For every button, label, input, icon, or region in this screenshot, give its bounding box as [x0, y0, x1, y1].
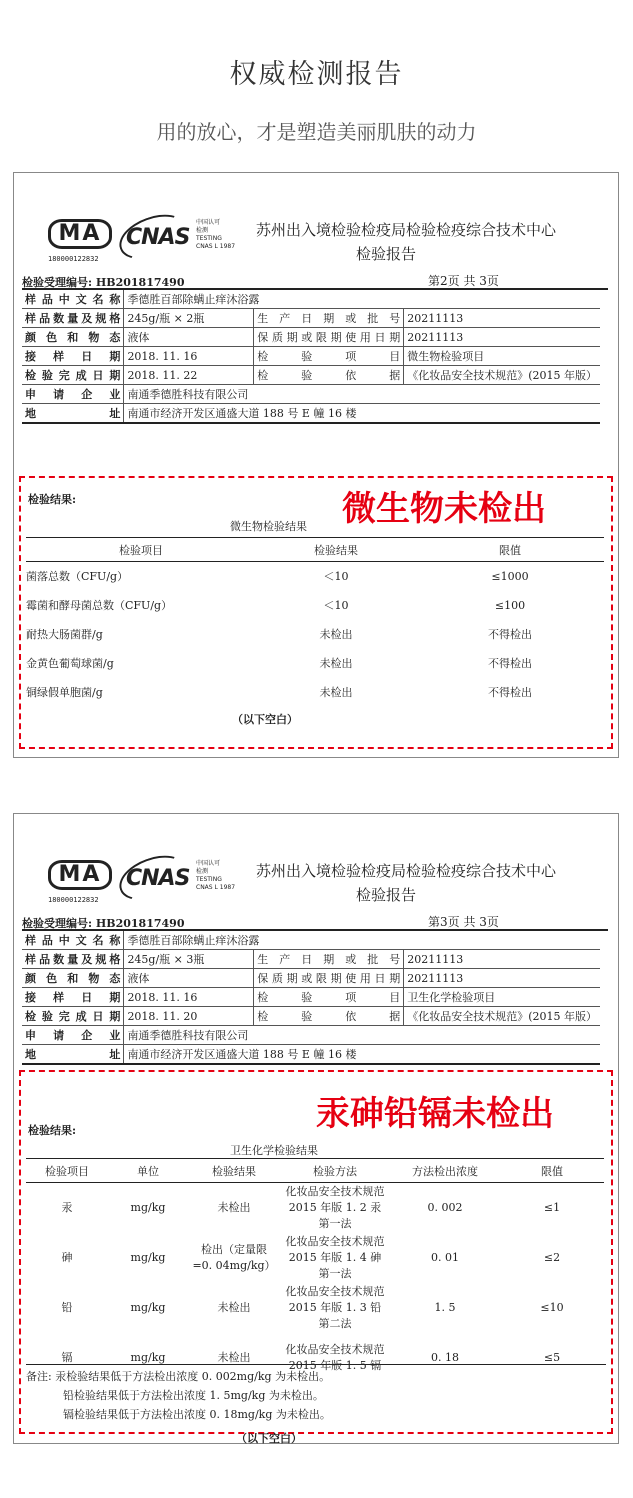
receipt-row: 检验受理编号: HB201817490 第3页 共 3页 — [14, 909, 618, 931]
table-row — [26, 1233, 604, 1283]
report-header — [14, 173, 618, 268]
table-row — [26, 591, 604, 620]
cnas-logo: CNAS — [126, 225, 190, 250]
table-row — [26, 649, 604, 678]
cell-result: 检出（定量限=0. 04mg/kg） — [192, 1242, 276, 1272]
sample-info-table: 样品中文名称 季德胜百部除螨止痒沐浴露 样品数量及规格 245g/瓶 × 3瓶 生产日期或批号 20211113 颜色和物态 液体 保质期或限期使用日期 20211113 接样日期 2018. 11. 16 检验项目 卫生化学检验项目 检验完成日期 2018. 11. 20 检验依据 《化妆品安全技术规范》(2015 年版） 申请企业 南通季德胜科技有限公司 地址 南通市经济开发区通盛大道 188 号 E 幢 16 楼 — [22, 931, 600, 1065]
receipt-row: 检验受理编号: HB201817490 第2页 共 3页 — [14, 268, 618, 290]
highlight-text: 汞砷铅镉未检出 — [316, 1094, 554, 1134]
page-title: 权威检测报告 — [229, 59, 404, 90]
cell-result: ＜10 — [323, 570, 349, 584]
cell-method: 化妆品安全技术规范 2015 年版 1. 5 镉 — [285, 1342, 385, 1372]
cell-limit: ≤1 — [543, 1200, 561, 1214]
cell-limit: ≤1000 — [491, 569, 529, 583]
cell-limit: 不得检出 — [488, 686, 532, 699]
remarks — [26, 1364, 606, 1424]
results-label: 检验结果: — [28, 493, 77, 506]
end-blank-note: （以下空白） — [236, 1432, 302, 1445]
document-title: 检验报告 — [356, 245, 417, 263]
cell-result: 未检出 — [319, 686, 353, 699]
cell-item: 镉 — [61, 1350, 73, 1364]
cell-limit: ≤10 — [540, 1300, 564, 1314]
cell-item: 金黄色葡萄球菌/g — [26, 657, 114, 670]
report-page-3 — [13, 813, 619, 1444]
cell-item: 汞 — [61, 1200, 73, 1214]
receipt-number: HB201817490 — [95, 917, 185, 930]
cell-method: 化妆品安全技术规范 2015 年版 1. 4 砷第一法 — [285, 1234, 385, 1280]
cma-number: 180000122832 — [48, 255, 99, 263]
cell-method: 化妆品安全技术规范 2015 年版 1. 3 铅第二法 — [285, 1284, 385, 1330]
table-row — [26, 1183, 604, 1233]
report-page-2 — [13, 172, 619, 758]
cell-limit: ≤5 — [543, 1350, 561, 1364]
cell-result: 未检出 — [319, 657, 353, 670]
cell-unit: mg/kg — [130, 1350, 166, 1364]
remark-line: 铅检验结果低于方法检出浓度 1. 5mg/kg 为未检出。 — [63, 1389, 324, 1402]
cell-result: 未检出 — [217, 1350, 251, 1364]
page-number: 第3页 共 3页 — [428, 915, 499, 929]
cell-limit: ≤2 — [543, 1250, 561, 1264]
highlight-text: 微生物未检出 — [342, 489, 546, 529]
table-row — [26, 562, 604, 591]
cell-result: 未检出 — [319, 628, 353, 641]
cma-logo: MA — [48, 219, 112, 249]
table-row — [26, 620, 604, 649]
remark-line: 备注: 汞检验结果低于方法检出浓度 0. 002mg/kg 为未检出。 — [26, 1370, 331, 1383]
page-subtitle: 用的放心，才是塑造美丽肌肤的动力 — [156, 120, 477, 144]
cell-limit: 不得检出 — [488, 657, 532, 670]
cell-unit: mg/kg — [130, 1300, 166, 1314]
cell-method: 化妆品安全技术规范 2015 年版 1. 2 汞第一法 — [285, 1184, 385, 1230]
cell-item: 砷 — [61, 1250, 73, 1264]
cell-limit: ≤100 — [494, 598, 526, 612]
cell-result: ＜10 — [323, 599, 349, 612]
remark-line: 镉检验结果低于方法检出浓度 0. 18mg/kg 为未检出。 — [63, 1408, 331, 1421]
cnas-caption: 中国认可 检测 TESTING CNAS L 1987 — [196, 860, 236, 891]
cell-result: 未检出 — [217, 1200, 251, 1214]
results-label: 检验结果: — [28, 1124, 77, 1137]
cell-unit: mg/kg — [130, 1200, 166, 1214]
cma-logo: MA — [48, 860, 112, 890]
organization-name: 苏州出入境检验检疫局检验检疫综合技术中心 — [256, 862, 557, 880]
cma-number: 180000122832 — [48, 896, 99, 904]
cell-unit: mg/kg — [130, 1250, 166, 1264]
cnas-logo: CNAS — [126, 866, 190, 891]
cell-item: 铅 — [61, 1300, 73, 1314]
page-number: 第2页 共 3页 — [428, 274, 499, 288]
cnas-caption: 中国认可 检测 TESTING CNAS L 1987 — [196, 219, 236, 250]
table-title: 微生物检验结果 — [230, 520, 307, 533]
chem-results-table: 检验项目 单位 检验结果 检验方法 方法检出浓度 限值 汞 mg/kg 未检出 化妆品安全技术规范 2015 年版 1. 2 汞第一法 0. 002 ≤1 砷 mg/kg 检出（定量限=0. 04mg/kg） 化妆品安全技术规范 2015 年版 1. 4 砷第一法 0. 01 ≤2 铅 mg/kg 未检出 化妆品安全技术规范 2015 年版 1. 3 铅第二法 1. 5 ≤10 镉 mg/kg 未检出 化妆品安全技术规范 2015 年版 1. 5 镉 0. 18 ≤5 — [26, 1158, 604, 1383]
cell-lod: 0. 002 — [427, 1200, 463, 1214]
cell-result: 未检出 — [217, 1300, 251, 1314]
cell-lod: 0. 01 — [431, 1250, 459, 1264]
document-title: 检验报告 — [356, 886, 417, 904]
cell-limit: 不得检出 — [488, 628, 532, 641]
report-header — [14, 814, 618, 909]
organization-name: 苏州出入境检验检疫局检验检疫综合技术中心 — [256, 221, 557, 239]
micro-results-table: 检验项目 检验结果 限值 菌落总数（CFU/g） ＜10 ≤1000 霉菌和酵母菌总数（CFU/g） ＜10 ≤100 耐热大肠菌群/g 未检出 不得检出 金黄色葡萄球菌/g 未检出 不得检出 铜绿假单胞菌/g 未检出 不得检出 — [26, 537, 604, 707]
cell-item: 霉菌和酵母菌总数（CFU/g） — [26, 599, 173, 612]
table-row — [26, 1283, 604, 1333]
table-title: 卫生化学检验结果 — [230, 1144, 318, 1157]
cell-item: 菌落总数（CFU/g） — [26, 570, 129, 584]
cell-item: 铜绿假单胞菌/g — [26, 686, 103, 699]
cell-lod: 0. 18 — [431, 1350, 459, 1364]
table-row — [26, 678, 604, 707]
sample-info-table: 样品中文名称 季德胜百部除螨止痒沐浴露 样品数量及规格 245g/瓶 × 2瓶 生产日期或批号 20211113 颜色和物态 液体 保质期或限期使用日期 20211113 接样日期 2018. 11. 16 检验项目 微生物检验项目 检验完成日期 2018. 11. 22 检验依据 《化妆品安全技术规范》(2015 年版） 申请企业 南通季德胜科技有限公司 地址 南通市经济开发区通盛大道 188 号 E 幢 16 楼 — [22, 290, 600, 424]
end-blank-note: （以下空白） — [232, 713, 298, 726]
cell-lod: 1. 5 — [434, 1300, 456, 1314]
receipt-number: HB201817490 — [95, 276, 185, 289]
cell-item: 耐热大肠菌群/g — [26, 628, 103, 641]
